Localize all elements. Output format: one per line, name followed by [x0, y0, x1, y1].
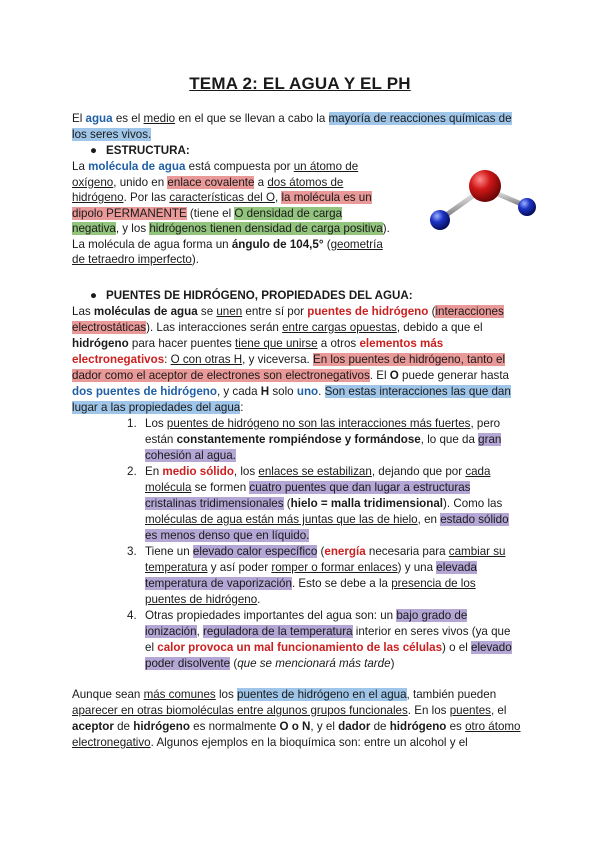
bold-text: moléculas de agua	[93, 305, 198, 318]
intro-paragraph	[72, 111, 524, 143]
text: se	[197, 305, 217, 318]
bold-text: O o N	[279, 720, 311, 733]
text: Los	[145, 417, 167, 430]
text: .	[318, 385, 325, 398]
text: )	[390, 657, 395, 670]
text: los	[215, 688, 237, 701]
text: puede generar hasta	[398, 369, 510, 382]
text: ,	[196, 625, 204, 638]
text: (	[317, 545, 325, 558]
text: necesaria para	[365, 545, 449, 558]
red-term: medio sólido	[162, 465, 234, 478]
underlined-text: unen	[216, 305, 243, 318]
heading-text: ESTRUCTURA:	[106, 144, 190, 157]
text: , y el	[310, 720, 339, 733]
highlight-blue: mayoría de reacciones químicas de los seres vivos.	[72, 112, 512, 141]
text: ).	[191, 253, 199, 266]
text: . Algunos ejemplos en la bioquímica son: entre un alcohol y el	[150, 736, 468, 749]
text: es el	[112, 112, 144, 125]
highlight-purple: reguladora de la temperatura	[203, 625, 353, 638]
text: es normalmente	[189, 720, 280, 733]
estructura-paragraph	[72, 159, 392, 268]
text: , unido en	[113, 175, 168, 189]
text: de	[370, 720, 390, 733]
properties-list	[127, 416, 519, 672]
list-item	[127, 544, 519, 608]
text: , y viceversa.	[242, 353, 313, 366]
underlined-text: cambiar su temperatura	[145, 545, 506, 574]
underlined-text: aparecer en otras biomoléculas entre algunos grupos funcionales	[72, 704, 408, 717]
underlined-text: más comunes	[143, 688, 216, 701]
text: ,	[275, 191, 282, 204]
text: solo	[269, 385, 297, 398]
page-title: TEMA 2: EL AGUA Y EL PH	[189, 74, 411, 93]
list-number: 3.	[127, 545, 137, 558]
highlight-blue: Son estas interacciones las que dan lugar a las propiedades del agua	[72, 385, 511, 414]
list-number: 4.	[127, 609, 137, 622]
bullet-icon: ●	[90, 144, 98, 157]
text: , y los	[115, 222, 150, 235]
text: ) o el	[442, 641, 472, 654]
underlined-text: O con otras H	[170, 353, 243, 366]
highlight-purple: bajo grado de ionización	[145, 609, 468, 638]
text: En	[145, 465, 163, 478]
underlined-text: romper o formar enlaces	[271, 561, 398, 574]
highlight-red: enlace covalente	[167, 175, 255, 189]
text: está compuesta por	[185, 160, 294, 173]
text: , debido a que el	[396, 321, 483, 334]
text: El	[72, 112, 86, 125]
text: ) y una	[397, 561, 437, 574]
underlined-text: características del O	[169, 191, 275, 204]
text: para hacer puentes	[128, 337, 236, 350]
underlined-text: dos átomos de hidrógeno	[72, 175, 344, 204]
bullet-icon: ●	[90, 289, 98, 302]
text: (	[428, 305, 436, 318]
text: , también pueden	[406, 688, 497, 701]
text: a	[254, 175, 268, 189]
bold-text: H	[260, 385, 270, 398]
text: de	[113, 720, 134, 733]
blue-term: uno	[296, 385, 319, 398]
bold-text: hidrógeno	[133, 720, 190, 733]
text: ). Como las	[443, 497, 503, 510]
text: .	[257, 593, 261, 606]
heading-text: PUENTES DE HIDRÓGENO, PROPIEDADES DEL AGUA:	[106, 289, 413, 302]
text: Aunque sean	[72, 688, 144, 701]
underlined-text: entre cargas opuestas	[282, 321, 397, 334]
text: . En los	[407, 704, 450, 717]
text: , pero están	[145, 417, 501, 446]
list-item	[127, 416, 519, 464]
text: , y cada	[216, 385, 261, 398]
section-heading-puentes	[72, 288, 524, 304]
text: en el que se llevan a cabo la	[175, 112, 329, 125]
text: entre sí por	[242, 305, 308, 318]
puentes-paragraph	[72, 304, 524, 416]
text: :	[240, 401, 244, 414]
underlined-text: un átomo de oxígeno	[72, 160, 359, 189]
text: , los	[233, 465, 259, 478]
text: . Esto se debe a la	[291, 577, 392, 590]
text: :	[164, 353, 171, 366]
underlined-text: medio	[143, 112, 176, 125]
bold-text: dador	[338, 720, 371, 733]
list-item	[127, 464, 519, 544]
underlined-text: moléculas de agua están más juntas que las de hielo	[145, 513, 418, 526]
underlined-text: puentes de hidrógeno no son las interacciones más fuertes	[166, 417, 471, 430]
bold-text: constantemente rompiéndose y formándose	[176, 433, 421, 446]
text: es	[446, 720, 466, 733]
list-item	[127, 608, 519, 672]
list-number: 2.	[127, 465, 137, 478]
text: (	[230, 657, 238, 670]
text: y así poder	[207, 561, 272, 574]
highlight-purple: gran cohesión al agua.	[145, 433, 502, 462]
underlined-text: puentes	[449, 704, 491, 717]
text: , lo que da	[420, 433, 479, 446]
bold-text: ángulo de 104,5°	[231, 237, 324, 251]
text: (	[283, 497, 291, 510]
text: , en	[417, 513, 441, 526]
text: , el	[490, 704, 507, 717]
text: se formen	[191, 481, 250, 494]
highlight-blue: puentes de hidrógeno en el agua	[237, 688, 407, 701]
text: interior en seres vivos (ya que el	[145, 625, 511, 654]
highlight-purple: cuatro puentes que dan lugar a estructuras cristalinas tridimensionales	[145, 481, 471, 510]
bold-text: hielo = malla tridimensional	[290, 497, 444, 510]
text: La	[72, 160, 89, 173]
highlight-purple: elevado poder disolvente	[145, 641, 512, 670]
text: Las	[72, 305, 94, 318]
underlined-text: presencia de los puentes de hidrógeno	[145, 577, 476, 606]
text: Tiene un	[145, 545, 193, 558]
highlight-green: O densidad de carga negativa	[72, 206, 343, 235]
underlined-text: geometría de tetraedro imperfecto	[72, 237, 383, 266]
red-term: energía	[324, 545, 366, 558]
water-molecule-icon	[424, 166, 544, 236]
text: . El	[369, 369, 390, 382]
closing-paragraph	[72, 687, 524, 751]
text: a otros	[317, 337, 360, 350]
text: (tiene el	[186, 206, 235, 220]
underlined-text: enlaces se estabilizan	[258, 465, 372, 478]
highlight-purple: estado sólido es menos denso que en líquido.	[145, 513, 509, 542]
highlight-purple: elevada temperatura de vaporización	[145, 561, 477, 590]
red-term: puentes de hidrógeno	[307, 305, 429, 318]
bold-text: hidrógeno	[389, 720, 447, 733]
red-term: calor provoca un mal funcionamiento de las células	[157, 641, 443, 654]
section-heading-estructura	[72, 143, 524, 159]
highlight-red: la molécula es un dipolo PERMANENTE	[72, 191, 372, 220]
highlight-red: interacciones electrostáticas	[72, 305, 504, 334]
bold-text: O	[389, 369, 399, 382]
highlight-red: En los puentes de hidrógeno, tanto el dador como el aceptor de electrones son electronegativos	[72, 353, 506, 382]
highlight-green: hidrógenos tienen densidad de carga positiva	[149, 222, 383, 235]
highlight-purple: elevado calor específico	[192, 545, 318, 558]
term-molecula: molécula de agua	[88, 160, 186, 173]
text: Otras propiedades importantes del agua son: un	[145, 609, 397, 622]
bold-text: aceptor	[72, 720, 114, 733]
text: (	[323, 237, 331, 251]
red-term: elementos más electronegativos	[72, 337, 444, 366]
text: , dejando que por	[371, 465, 466, 478]
underlined-text: tiene que unirse	[235, 337, 318, 350]
blue-term: dos puentes de hidrógeno	[72, 385, 217, 398]
text: . Por las	[123, 191, 170, 204]
text: ). La molécula de agua forma un	[72, 222, 390, 251]
underlined-text: otro átomo electronegativo	[72, 720, 521, 749]
list-number: 1.	[127, 417, 137, 430]
text: ). Las interacciones serán	[146, 321, 283, 334]
bold-text: hidrógeno	[72, 337, 129, 350]
term-agua: agua	[85, 112, 113, 125]
underlined-text: cada molécula	[145, 465, 491, 494]
italic-text: que se mencionará más tarde	[237, 657, 391, 670]
